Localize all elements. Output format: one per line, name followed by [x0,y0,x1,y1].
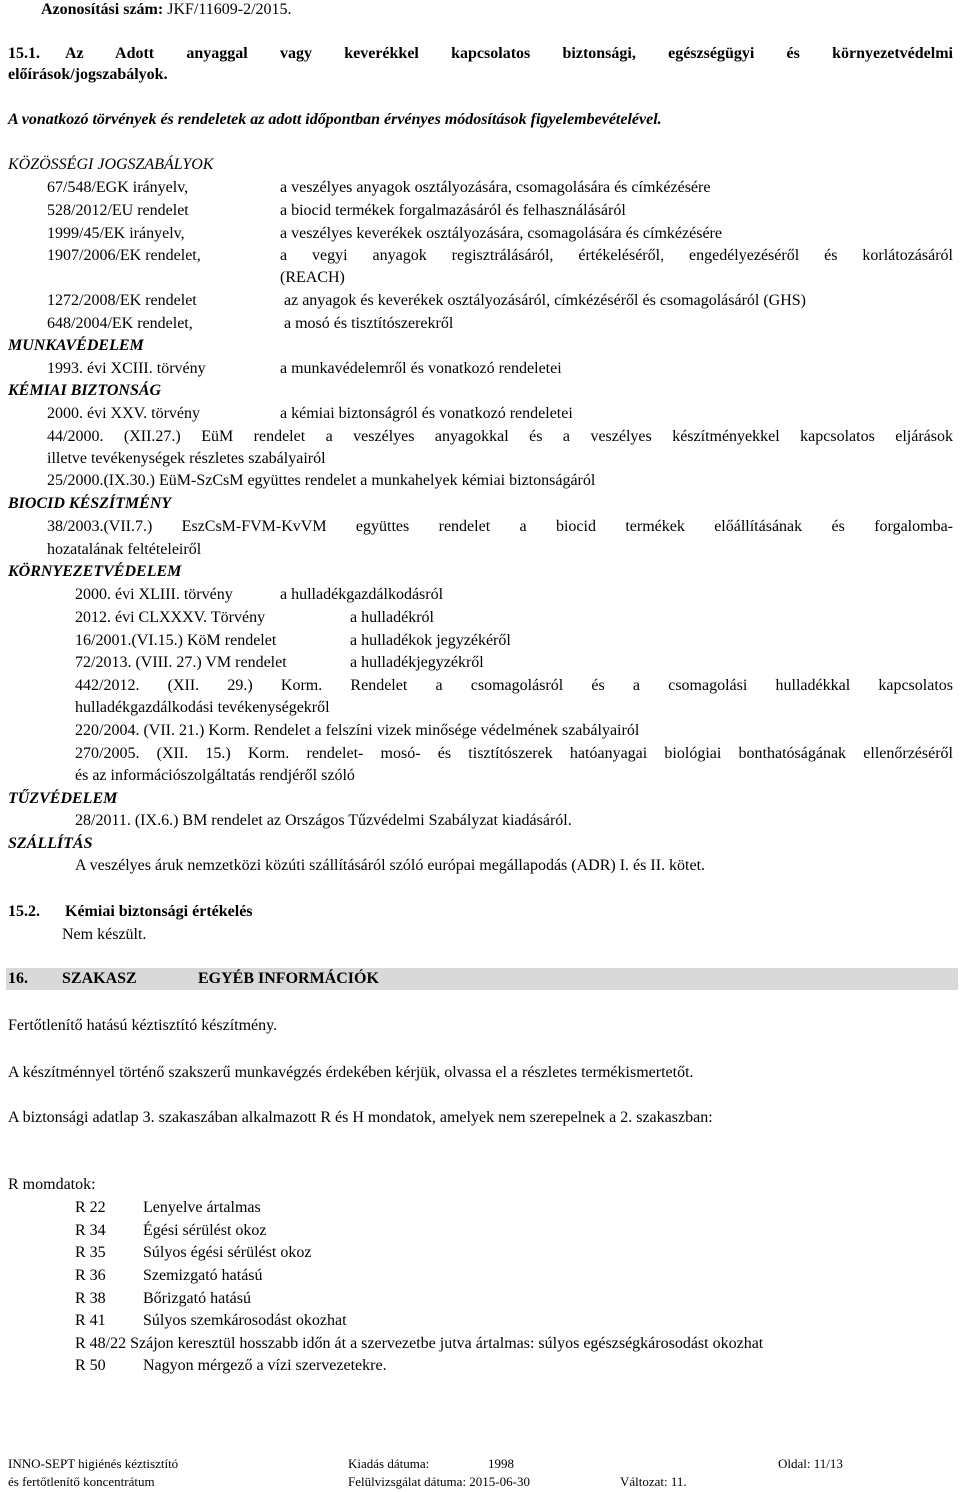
r-phrase-text: Égési sérülést okoz [143,1222,267,1239]
r-phrase-text: Szemizgató hatású [143,1267,263,1284]
section-15-1-number: 15.1. [8,45,40,62]
fire-protection-heading: TŰZVÉDELEM [8,790,118,807]
section-15-2-number: 15.2. [8,903,40,920]
section-16-label: SZAKASZ [62,970,137,987]
occupational-safety-ref: 1993. évi XCIII. törvény [47,360,206,377]
footer-page-number: Oldal: 11/13 [778,1456,843,1471]
environment-ref-2: 2012. évi CLXXXV. Törvény [75,609,266,626]
environment-line-5: 442/2012. (XII. 29.) Korm. Rendelet a csomagolásról és a csomagolási hulladékkal kapcsolatos [75,677,953,694]
footer-issue-value: 1998 [488,1456,514,1471]
r-phrase-code-value: R 48/22 [75,1335,127,1352]
r-phrase-text: Szájon keresztül hosszabb időn át a szervezetbe jutva ártalmas: súlyos egészségkárosodást okozhat [130,1335,764,1352]
biocide-line-2: hozatalának feltételeiről [47,541,202,558]
biocide-heading: BIOCID KÉSZÍTMÉNY [8,495,172,512]
environment-desc-3: a hulladékok jegyzékéről [350,632,511,649]
section-15-1-note: A vonatkozó törvények és rendeletek az adott időpontban érvényes módosítások figyelembevételével. [8,111,662,128]
environment-heading: KÖRNYEZETVÉDELEM [8,563,182,580]
occupational-safety-heading: MUNKAVÉDELEM [8,337,144,354]
footer-issue-label: Kiadás dátuma: [348,1456,430,1471]
eu-legislation-heading: KÖZÖSSÉGI JOGSZABÁLYOK [8,156,214,173]
eu-ref-4: 1907/2006/EK rendelet, [47,247,201,264]
footer-product-line-1: INNO-SEPT higiénés kéztisztító [8,1456,179,1471]
eu-desc-2: a biocid termékek forgalmazásáról és felhasználásáról [280,202,626,219]
eu-ref-1: 67/548/EGK irányelv, [47,179,189,196]
r-phrase-code: R 22 [75,1199,106,1216]
document-id-label: Azonosítási szám: [41,1,164,18]
eu-ref-3: 1999/45/EK irányelv, [47,225,185,242]
eu-desc-1: a veszélyes anyagok osztályozására, csomagolására és címkézésére [280,179,711,196]
section-15-2-title: Kémiai biztonsági értékelés [65,903,253,920]
environment-line-6: 220/2004. (VII. 21.) Korm. Rendelet a felszíni vizek minősége védelmének szabályairól [75,722,640,739]
occupational-safety-desc: a munkavédelemről és vonatkozó rendeletei [280,360,562,377]
r-phrase-text: Bőrizgató hatású [143,1290,251,1307]
eu-desc-5: az anyagok és keverékek osztályozásáról, címkézéséről és csomagolásáról (GHS) [284,292,807,309]
environment-desc-2: a hulladékról [350,609,434,626]
document-id-value: JKF/11609-2/2015. [167,1,292,18]
r-phrase-code: R 38 [75,1290,106,1307]
chemical-safety-line-3: 25/2000.(IX.30.) EüM-SzCsM együttes rendelet a munkahelyek kémiai biztonságáról [47,472,596,489]
eu-desc-3: a veszélyes keverékek osztályozására, csomagolására és címkézésére [280,225,722,242]
chemical-safety-heading: KÉMIAI BIZTONSÁG [8,382,162,399]
environment-desc-4: a hulladékjegyzékről [350,654,484,671]
environment-desc-1: a hulladékgazdálkodásról [280,586,444,603]
footer-review-date: Felülvizsgálat dátuma: 2015-06-30 [348,1474,530,1489]
environment-ref-3: 16/2001.(VI.15.) KöM rendelet [75,632,277,649]
eu-desc-4: a vegyi anyagok regisztrálásáról, értékeléséről, engedélyezéséről és korlátozásáról [280,247,953,264]
r-phrase-text: Lenyelve ártalmas [143,1199,261,1216]
info-paragraph-1: Fertőtlenítő hatású kéztisztító készítmény. [8,1017,278,1034]
transport-line: A veszélyes áruk nemzetközi közúti szállításáról szóló európai megállapodás (ADR) I. és II. kötet. [75,857,706,874]
chemical-safety-line-2-cont: illetve tevékenységek részletes szabályairól [47,450,326,467]
environment-ref-4: 72/2013. (VIII. 27.) VM rendelet [75,654,287,671]
environment-ref-1: 2000. évi XLIII. törvény [75,586,233,603]
r-phrase-code: R 41 [75,1312,106,1329]
footer-product-line-2: és fertőtlenítő koncentrátum [8,1474,155,1489]
fire-protection-line: 28/2011. (IX.6.) BM rendelet az Országos Tűzvédelmi Szabályzat kiadásáról. [75,812,572,829]
r-phrase-code: R 50 [75,1357,106,1374]
eu-desc-4-cont: (REACH) [280,269,345,286]
document-id [41,0,292,20]
section-15-2-value: Nem készült. [62,926,147,943]
biocide-line-1: 38/2003.(VII.7.) EszCsM-FVM-KvVM együttes rendelet a biocid termékek előállításának és forgalomba- [47,518,953,535]
environment-line-7: 270/2005. (XII. 15.) Korm. rendelet- mosó- és tisztítószerek hatóanyagai biológiai bonthatóságának ellenőrzéséről [75,745,953,762]
section-16-title: EGYÉB INFORMÁCIÓK [198,970,379,987]
r-phrases-heading: R momdatok: [8,1176,96,1193]
r-phrase-code: R 36 [75,1267,106,1284]
r-phrase-text: Súlyos égési sérülést okoz [143,1244,312,1261]
chemical-safety-ref-1: 2000. évi XXV. törvény [47,405,201,422]
chemical-safety-desc-1: a kémiai biztonságról és vonatkozó rendeletei [280,405,573,422]
section-15-1-title: Az Adott anyaggal vagy keverékkel kapcsolatos biztonsági, egészségügyi és környezetvédelmi [65,45,953,62]
environment-line-5-cont: hulladékgazdálkodási tevékenységekről [75,699,330,716]
eu-desc-6: a mosó és tisztítószerekről [284,315,454,332]
r-phrase-code: R 34 [75,1222,106,1239]
section-15-1-title-cont: előírások/jogszabályok. [8,66,168,83]
eu-ref-2: 528/2012/EU rendelet [47,202,189,219]
eu-ref-5: 1272/2008/EK rendelet [47,292,197,309]
r-phrase-code [75,1334,763,1354]
chemical-safety-line-2: 44/2000. (XII.27.) EüM rendelet a veszélyes anyagokkal és a veszélyes készítményekkel kapcsolatos eljárások [47,428,953,445]
environment-line-7-cont: és az információszolgáltatás rendjéről szóló [75,767,355,784]
r-phrase-text: Súlyos szemkárosodást okozhat [143,1312,347,1329]
r-phrase-code: R 35 [75,1244,106,1261]
info-paragraph-3: A biztonsági adatlap 3. szakaszában alkalmazott R és H mondatok, amelyek nem szerepelnek a 2. szakaszban: [8,1109,713,1126]
section-16-header-bar [6,968,958,990]
info-paragraph-2: A készítménnyel történő szakszerű munkavégzés érdekében kérjük, olvassa el a részletes termékismertetőt. [8,1064,694,1081]
section-16-number: 16. [8,970,28,987]
transport-heading: SZÁLLÍTÁS [8,835,93,852]
eu-ref-6: 648/2004/EK rendelet, [47,315,193,332]
r-phrase-text: Nagyon mérgező a vízi szervezetekre. [143,1357,387,1374]
footer-version: Változat: 11. [620,1474,687,1489]
